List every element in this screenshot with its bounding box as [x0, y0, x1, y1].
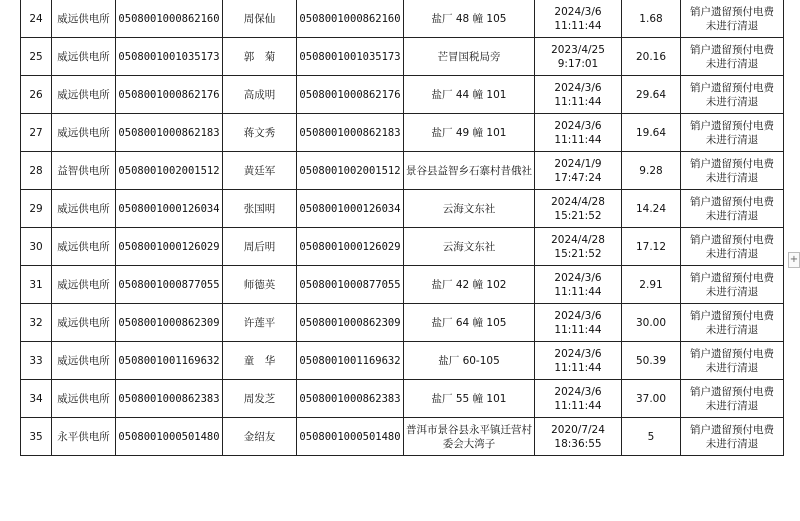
closing-date: 2023/4/25 — [551, 43, 605, 56]
closing-date: 2024/3/6 — [554, 81, 602, 94]
status-line1: 销户遗留预付电费 — [690, 5, 774, 18]
account-number: 0508001000862160 — [116, 0, 223, 38]
closing-date: 2024/3/6 — [554, 271, 602, 284]
meter-number: 0508001000126034 — [297, 190, 404, 228]
closing-date: 2024/3/6 — [554, 309, 602, 322]
address: 盐厂 48 幢 105 — [404, 0, 535, 38]
status-line2: 未进行清退 — [705, 171, 759, 184]
supply-office: 威远供电所 — [52, 380, 116, 418]
customer-name: 师德英 — [223, 266, 297, 304]
prepaid-amount: 17.12 — [622, 228, 681, 266]
status-line1: 销户遗留预付电费 — [690, 233, 774, 246]
status-line1: 销户遗留预付电费 — [690, 119, 774, 132]
refund-status — [681, 190, 784, 228]
prepaid-amount: 50.39 — [622, 342, 681, 380]
prepaid-amount: 9.28 — [622, 152, 681, 190]
status-line1: 销户遗留预付电费 — [690, 423, 774, 436]
supply-office: 威远供电所 — [52, 342, 116, 380]
closing-date: 2024/4/28 — [551, 233, 605, 246]
address: 盐厂 49 幢 101 — [404, 114, 535, 152]
refund-status — [681, 76, 784, 114]
account-number: 0508001000862183 — [116, 114, 223, 152]
meter-number: 0508001000877055 — [297, 266, 404, 304]
status-line2: 未进行清退 — [705, 247, 759, 260]
table-row — [21, 76, 784, 114]
address: 芒冒国税局旁 — [404, 38, 535, 76]
closing-datetime — [535, 114, 622, 152]
row-number: 31 — [21, 266, 52, 304]
status-line1: 销户遗留预付电费 — [690, 43, 774, 56]
closing-datetime — [535, 228, 622, 266]
row-number: 26 — [21, 76, 52, 114]
row-number: 34 — [21, 380, 52, 418]
prepaid-amount: 2.91 — [622, 266, 681, 304]
address: 盐厂 55 幢 101 — [404, 380, 535, 418]
closing-time: 15:21:52 — [554, 247, 602, 260]
table-row — [21, 380, 784, 418]
refund-status — [681, 38, 784, 76]
closing-time: 11:11:44 — [554, 19, 602, 32]
status-line2: 未进行清退 — [705, 19, 759, 32]
row-number: 33 — [21, 342, 52, 380]
supply-office: 威远供电所 — [52, 114, 116, 152]
supply-office: 威远供电所 — [52, 228, 116, 266]
account-number: 0508001000126029 — [116, 228, 223, 266]
supply-office: 威远供电所 — [52, 304, 116, 342]
row-number: 29 — [21, 190, 52, 228]
status-line2: 未进行清退 — [705, 95, 759, 108]
closing-date: 2024/3/6 — [554, 347, 602, 360]
closing-time: 9:17:01 — [557, 57, 599, 70]
supply-office: 永平供电所 — [52, 418, 116, 456]
table-row — [21, 190, 784, 228]
closing-date: 2024/3/6 — [554, 5, 602, 18]
table-row — [21, 266, 784, 304]
address: 景谷县益智乡石寨村昔俄社 — [404, 152, 535, 190]
customer-name: 许莲平 — [223, 304, 297, 342]
status-line1: 销户遗留预付电费 — [690, 271, 774, 284]
status-line1: 销户遗留预付电费 — [690, 347, 774, 360]
meter-number: 0508001000862183 — [297, 114, 404, 152]
address: 盐厂 44 幢 101 — [404, 76, 535, 114]
table-row — [21, 342, 784, 380]
status-line2: 未进行清退 — [705, 361, 759, 374]
row-number: 25 — [21, 38, 52, 76]
row-number: 32 — [21, 304, 52, 342]
meter-number: 0508001001169632 — [297, 342, 404, 380]
table-row — [21, 304, 784, 342]
closing-time: 11:11:44 — [554, 361, 602, 374]
customer-name: 金绍友 — [223, 418, 297, 456]
address: 云海文东社 — [404, 228, 535, 266]
account-number: 0508001000501480 — [116, 418, 223, 456]
row-number: 30 — [21, 228, 52, 266]
prepaid-amount: 5 — [622, 418, 681, 456]
meter-number: 0508001000862160 — [297, 0, 404, 38]
meter-number: 0508001000501480 — [297, 418, 404, 456]
customer-name: 周发芝 — [223, 380, 297, 418]
refund-status — [681, 342, 784, 380]
status-line1: 销户遗留预付电费 — [690, 309, 774, 322]
supply-office: 威远供电所 — [52, 190, 116, 228]
meter-number: 0508001000126029 — [297, 228, 404, 266]
prepaid-amount: 37.00 — [622, 380, 681, 418]
address: 盐厂 64 幢 105 — [404, 304, 535, 342]
closing-datetime — [535, 380, 622, 418]
customer-name: 黄廷军 — [223, 152, 297, 190]
customer-name: 蒋文秀 — [223, 114, 297, 152]
prepaid-amount: 30.00 — [622, 304, 681, 342]
supply-office: 威远供电所 — [52, 76, 116, 114]
table-row — [21, 0, 784, 38]
closing-datetime — [535, 76, 622, 114]
address: 普洱市景谷县永平镇迁营村委会大湾子 — [404, 418, 535, 456]
side-expand-tab[interactable]: + — [788, 252, 800, 268]
status-line2: 未进行清退 — [705, 323, 759, 336]
closing-datetime — [535, 304, 622, 342]
status-line1: 销户遗留预付电费 — [690, 385, 774, 398]
customer-name: 周保仙 — [223, 0, 297, 38]
prepaid-amount: 29.64 — [622, 76, 681, 114]
prepaid-amount: 1.68 — [622, 0, 681, 38]
account-number: 0508001000126034 — [116, 190, 223, 228]
account-number: 0508001000862309 — [116, 304, 223, 342]
account-number: 0508001000862176 — [116, 76, 223, 114]
refund-table — [20, 0, 784, 456]
meter-number: 0508001000862309 — [297, 304, 404, 342]
closing-datetime — [535, 342, 622, 380]
status-line1: 销户遗留预付电费 — [690, 195, 774, 208]
meter-number: 0508001000862383 — [297, 380, 404, 418]
prepaid-amount: 14.24 — [622, 190, 681, 228]
refund-status — [681, 304, 784, 342]
customer-name: 童 华 — [223, 342, 297, 380]
closing-datetime — [535, 266, 622, 304]
meter-number: 0508001001035173 — [297, 38, 404, 76]
table-row — [21, 114, 784, 152]
closing-datetime — [535, 38, 622, 76]
status-line2: 未进行清退 — [705, 133, 759, 146]
address: 盐厂 42 幢 102 — [404, 266, 535, 304]
refund-status — [681, 266, 784, 304]
closing-date: 2024/3/6 — [554, 385, 602, 398]
account-number: 0508001002001512 — [116, 152, 223, 190]
status-line2: 未进行清退 — [705, 399, 759, 412]
closing-datetime — [535, 152, 622, 190]
refund-status — [681, 228, 784, 266]
closing-date: 2020/7/24 — [551, 423, 605, 436]
closing-date: 2024/4/28 — [551, 195, 605, 208]
table-row — [21, 152, 784, 190]
status-line1: 销户遗留预付电费 — [690, 157, 774, 170]
refund-status — [681, 418, 784, 456]
status-line2: 未进行清退 — [705, 57, 759, 70]
customer-name: 张国明 — [223, 190, 297, 228]
row-number: 27 — [21, 114, 52, 152]
closing-time: 18:36:55 — [554, 437, 602, 450]
closing-date: 2024/1/9 — [554, 157, 602, 170]
customer-name: 郭 菊 — [223, 38, 297, 76]
account-number: 0508001000877055 — [116, 266, 223, 304]
supply-office: 威远供电所 — [52, 266, 116, 304]
refund-status — [681, 380, 784, 418]
table-row — [21, 228, 784, 266]
closing-time: 11:11:44 — [554, 285, 602, 298]
customer-name: 周后明 — [223, 228, 297, 266]
refund-status — [681, 0, 784, 38]
status-line2: 未进行清退 — [705, 209, 759, 222]
account-number: 0508001001035173 — [116, 38, 223, 76]
status-line2: 未进行清退 — [705, 285, 759, 298]
account-number: 0508001001169632 — [116, 342, 223, 380]
closing-time: 15:21:52 — [554, 209, 602, 222]
row-number: 28 — [21, 152, 52, 190]
prepaid-amount: 19.64 — [622, 114, 681, 152]
meter-number: 0508001000862176 — [297, 76, 404, 114]
prepaid-amount: 20.16 — [622, 38, 681, 76]
status-line1: 销户遗留预付电费 — [690, 81, 774, 94]
closing-datetime — [535, 190, 622, 228]
row-number: 24 — [21, 0, 52, 38]
meter-number: 0508001002001512 — [297, 152, 404, 190]
address: 云海文东社 — [404, 190, 535, 228]
row-number: 35 — [21, 418, 52, 456]
supply-office: 威远供电所 — [52, 38, 116, 76]
closing-time: 11:11:44 — [554, 95, 602, 108]
closing-datetime — [535, 0, 622, 38]
closing-date: 2024/3/6 — [554, 119, 602, 132]
closing-time: 11:11:44 — [554, 399, 602, 412]
account-number: 0508001000862383 — [116, 380, 223, 418]
refund-status — [681, 114, 784, 152]
closing-time: 11:11:44 — [554, 133, 602, 146]
supply-office: 益智供电所 — [52, 152, 116, 190]
closing-time: 11:11:44 — [554, 323, 602, 336]
table-row — [21, 418, 784, 456]
customer-name: 高成明 — [223, 76, 297, 114]
refund-status — [681, 152, 784, 190]
status-line2: 未进行清退 — [705, 437, 759, 450]
address: 盐厂 60-105 — [404, 342, 535, 380]
supply-office: 威远供电所 — [52, 0, 116, 38]
closing-datetime — [535, 418, 622, 456]
table-row — [21, 38, 784, 76]
closing-time: 17:47:24 — [554, 171, 602, 184]
